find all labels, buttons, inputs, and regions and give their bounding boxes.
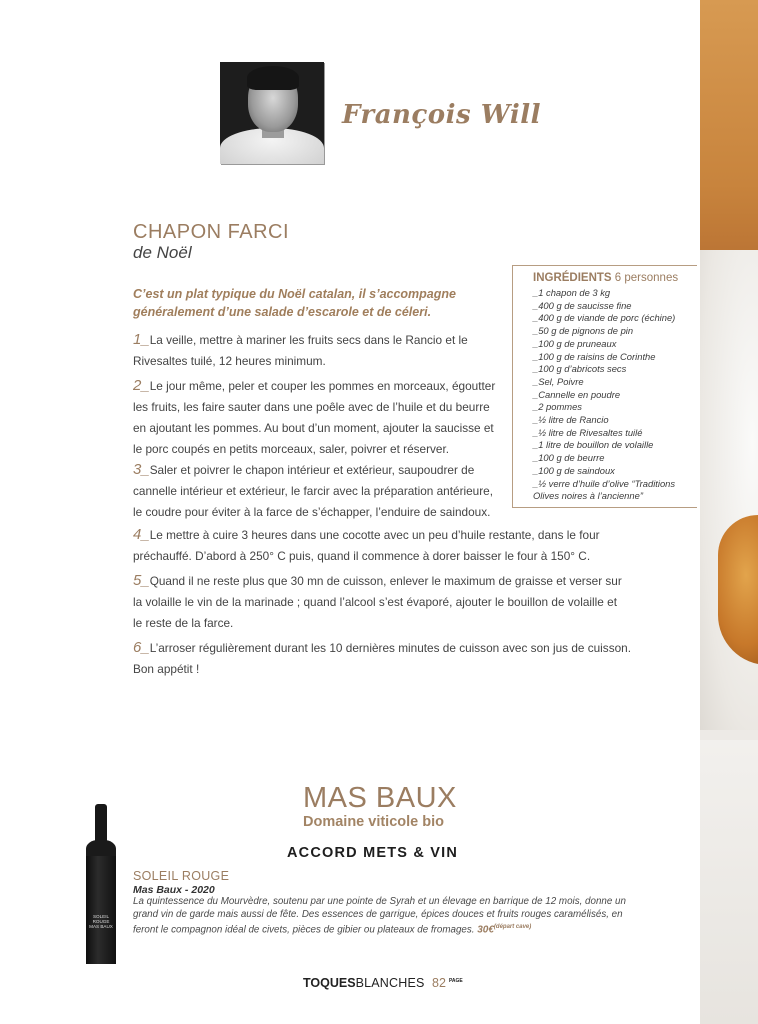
step-number: 6_: [133, 639, 150, 656]
ingredient-item: _400 g de saucisse fine: [533, 299, 632, 311]
wine-name: SOLEIL ROUGE: [133, 869, 230, 883]
recipe-step-3: [133, 459, 493, 523]
ingredient-item: _100 g de beurre: [533, 452, 605, 464]
pairing-heading: ACCORD METS & VIN: [287, 845, 459, 861]
step-text-line: cannelle intérieur et extérieur, le farcir avec la préparation antérieure,: [133, 484, 494, 498]
step-number: 2_: [133, 377, 150, 394]
wine-description: La quintessence du Mourvèdre, soutenu par une pointe de Syrah et un élevage en barrique de 12 mois, donne un grand vin de garde mais aussi de fête. Des essences de garrigue, épices douces et fruits rouges caramélisés, en feront le compagnon idéal de civets, pièces de gibier ou plateaux de fromages. 30€$^{(départ cave)}$: [133, 896, 626, 936]
step-number: 4_: [133, 526, 150, 543]
ingredients-list: [533, 287, 697, 503]
step-text-line: L’arroser régulièrement durant les 10 dernières minutes de cuisson avec son jus de cuisson.: [149, 641, 631, 655]
step-text-line: le reste de la farce.: [133, 616, 234, 630]
step-text-line: Quand il ne reste plus que 30 mn de cuisson, enlever le maximum de graisse et verser sur: [149, 574, 622, 588]
ingredient-item: _1 chapon de 3 kg: [533, 287, 611, 298]
recipe-step-4: [133, 524, 600, 567]
ingredient-item: _½ litre de Rivesaltes tuilé: [533, 426, 643, 438]
recipe-title: CHAPON FARCI: [133, 221, 290, 243]
recipe-step-5: [133, 570, 622, 634]
ingredient-item: _½ verre d’huile d’olive “Traditions: [533, 477, 676, 489]
recipe-step-2: [133, 375, 495, 460]
bottle-label: SOLEIL ROUGE MAS BAUX: [89, 914, 113, 929]
ingredient-item: _Cannelle en poudre: [533, 388, 621, 400]
ingredient-item: _100 g de saindoux: [533, 464, 615, 476]
step-text-line: Saler et poivrer le chapon intérieur et extérieur, saupoudrer de: [149, 463, 475, 477]
ingredient-item: _2 pommes: [533, 401, 582, 413]
servings: 6 personnes: [614, 272, 679, 284]
step-text-line: le coudre pour éviter à la farce de s’échapper, l’enduire de saindoux.: [133, 505, 491, 519]
page-number: 82: [432, 976, 446, 990]
price-note: (départ cave): [493, 924, 532, 930]
recipe-subtitle: de Noël: [133, 243, 192, 262]
step-text-line: le porc coupés en petits morceaux, saler, poivrer et réserver.: [133, 442, 450, 456]
ingredient-item: _50 g de pignons de pin: [533, 325, 634, 337]
tablecloth-image: [700, 740, 758, 1024]
wine-bottle-image: [82, 804, 120, 966]
step-number: 5_: [133, 572, 150, 589]
ingredients-box: [512, 265, 697, 508]
ingredient-item: _Sel, Poivre: [533, 375, 584, 387]
food-photo: [700, 0, 758, 1024]
step-text-line: Le jour même, peler et couper les pommes en morceaux, égoutter: [149, 379, 496, 393]
ingredient-item: _100 g de raisins de Corinthe: [533, 350, 656, 362]
ingredient-item: _1 litre de bouillon de volaille: [533, 439, 654, 451]
step-text-line: en ajoutant les pommes. Au bout d’un moment, ajouter la saucisse et: [133, 421, 494, 435]
winery-subtitle: Domaine viticole bio: [303, 814, 444, 830]
step-number: 1_: [133, 331, 150, 348]
ingredient-item: _400 g de viande de porc (échine): [533, 312, 676, 324]
step-text-line: Bon appétit !: [133, 662, 200, 676]
recipe-step-1: [133, 329, 468, 372]
recipe-intro: C’est un plat typique du Noël catalan, il s’accompagne généralement d’une salade d’escarole et de céleri.: [133, 287, 456, 319]
step-text-line: la volaille le vin de la marinade ; quand l’alcool s’est évaporé, ajouter le bouillon de volaille et: [133, 595, 617, 609]
recipe-step-6: [133, 637, 631, 680]
ingredient-item: _100 g de pruneaux: [533, 337, 617, 349]
brand-bold: TOQUES: [303, 976, 356, 990]
step-number: 3_: [133, 461, 150, 478]
ingredient-item: _100 g d’abricots secs: [533, 363, 627, 375]
brand-thin: BLANCHES: [355, 976, 425, 990]
winery-name: MAS BAUX: [303, 782, 457, 814]
step-text-line: La veille, mettre à mariner les fruits secs dans le Rancio et le: [149, 333, 468, 347]
step-text-line: préchauffé. D’abord à 250° C puis, quand il commence à dorer baisser le four à 150° C.: [133, 549, 591, 563]
wine-vintage: Mas Baux - 2020: [133, 884, 215, 896]
chef-portrait: [220, 62, 324, 164]
ingredient-item: Olives noires à l’ancienne”: [533, 490, 643, 502]
ingredients-title: INGRÉDIENTS 6 personnes: [533, 272, 679, 284]
chef-name: François Will: [342, 100, 542, 130]
wine-price: 30€: [477, 924, 494, 936]
footer: [303, 976, 463, 990]
step-text-line: Le mettre à cuire 3 heures dans une cocotte avec un peu d’huile restante, dans le four: [149, 528, 600, 542]
ingredient-item: _½ litre de Rancio: [533, 414, 609, 426]
page-label: PAGE: [448, 977, 463, 984]
step-text-line: les fruits, les faire sauter dans une poêle avec de l’huile et du beurre: [133, 400, 490, 414]
step-text-line: Rivesaltes tuilé, 12 heures minimum.: [133, 354, 326, 368]
